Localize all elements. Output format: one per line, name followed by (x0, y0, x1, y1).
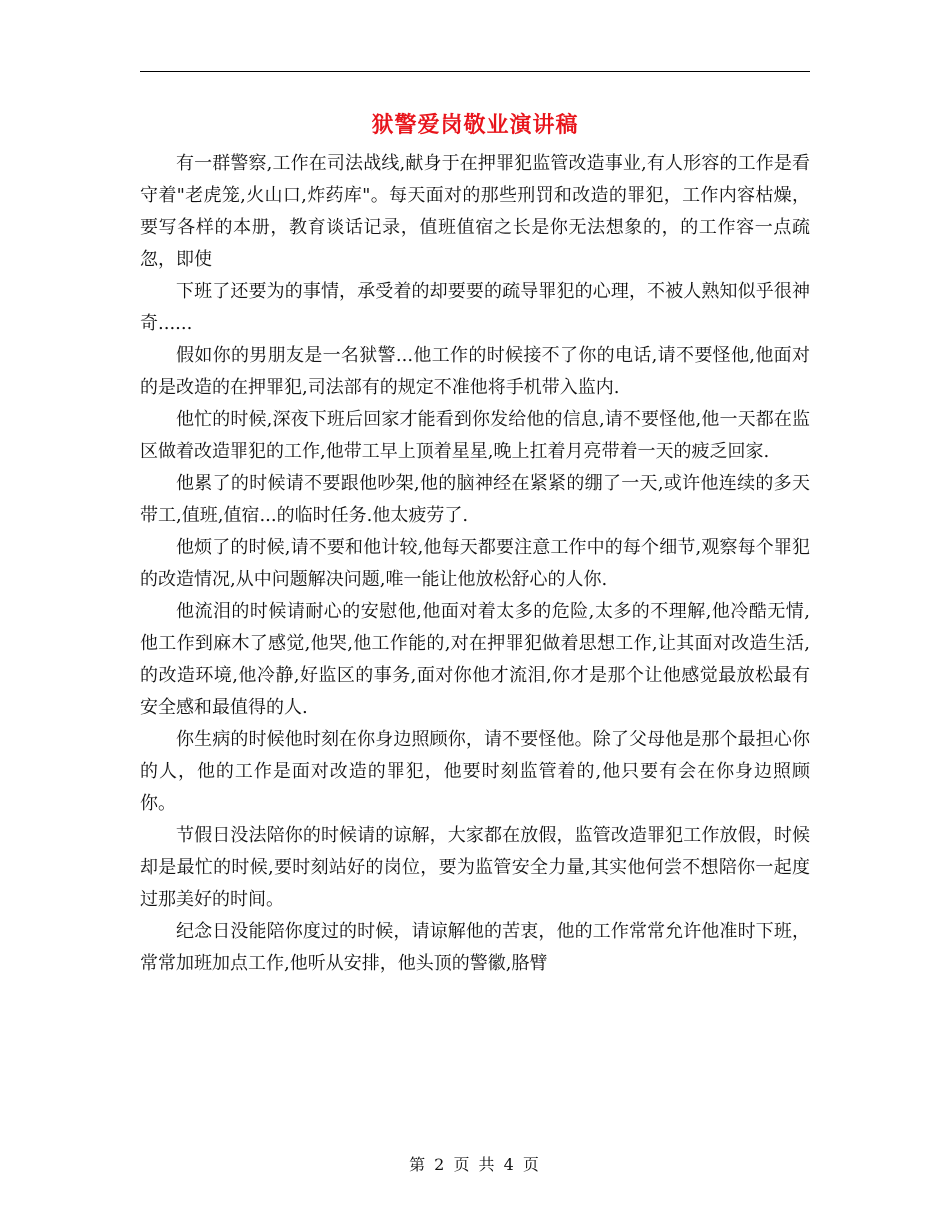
header-rule (140, 71, 810, 72)
document-title: 狱警爱岗敬业演讲稿 (371, 112, 579, 138)
body-paragraph: 他忙的时候,深夜下班后回家才能看到你发给他的信息,请不要怪他,他一天都在监区做着改造罪犯的工作,他带工早上顶着星星,晚上扛着月亮带着一天的疲乏回家. (140, 409, 810, 462)
body-paragraph: 假如你的男朋友是一名狱警...他工作的时候接不了你的电话,请不要怪他,他面对的是改造的在押罪犯,司法部有的规定不准他将手机带入监内. (140, 345, 810, 398)
body-paragraph: 节假日没法陪你的时候请的谅解，大家都在放假，监管改造罪犯工作放假，时候却是最忙的时候,要时刻站好的岗位，要为监管安全力量,其实他何尝不想陪你一起度过那美好的时间。 (140, 825, 810, 910)
body-paragraph: 你生病的时候他时刻在你身边照顾你，请不要怪他。除了父母他是那个最担心你的人，他的工作是面对改造的罪犯，他要时刻监管着的,他只要有会在你身边照顾你。 (140, 729, 810, 814)
body-paragraph: 有一群警察,工作在司法战线,献身于在押罪犯监管改造事业,有人形容的工作是看守着"老虎笼,火山口,炸药库"。每天面对的那些刑罚和改造的罪犯，工作内容枯燥，要写各样的本册，教育谈话记录，值班值宿之长是你无法想象的，的工作容一点疏忽，即使 (140, 153, 810, 270)
body-paragraph: 纪念日没能陪你度过的时候，请谅解他的苦衷，他的工作常常允许他准时下班，常常加班加点工作,他听从安排，他头顶的警徽,胳臂 (140, 921, 810, 974)
page-number-footer: 第 2 页 共 4 页 (409, 1155, 541, 1174)
body-paragraph: 下班了还要为的事情，承受着的却要要的疏导罪犯的心理，不被人熟知似乎很神奇...... (140, 281, 810, 334)
body-paragraph: 他累了的时候请不要跟他吵架,他的脑神经在紧紧的绷了一天,或许他连续的多天带工,值班,值宿...的临时任务.他太疲劳了. (140, 473, 810, 526)
body-paragraph: 他烦了的时候,请不要和他计较,他每天都要注意工作中的每个细节,观察每个罪犯的改造情况,从中问题解决问题,唯一能让他放松舒心的人你. (140, 537, 810, 590)
body-paragraph: 他流泪的时候请耐心的安慰他,他面对着太多的危险,太多的不理解,他冷酷无情,他工作到麻木了感觉,他哭,他工作能的,对在押罪犯做着思想工作,让其面对改造生活,的改造环境,他冷静,好监区的事务,面对你他才流泪,你才是那个让他感觉最放松最有安全感和最值得的人. (140, 601, 810, 718)
document-body (140, 148, 810, 980)
